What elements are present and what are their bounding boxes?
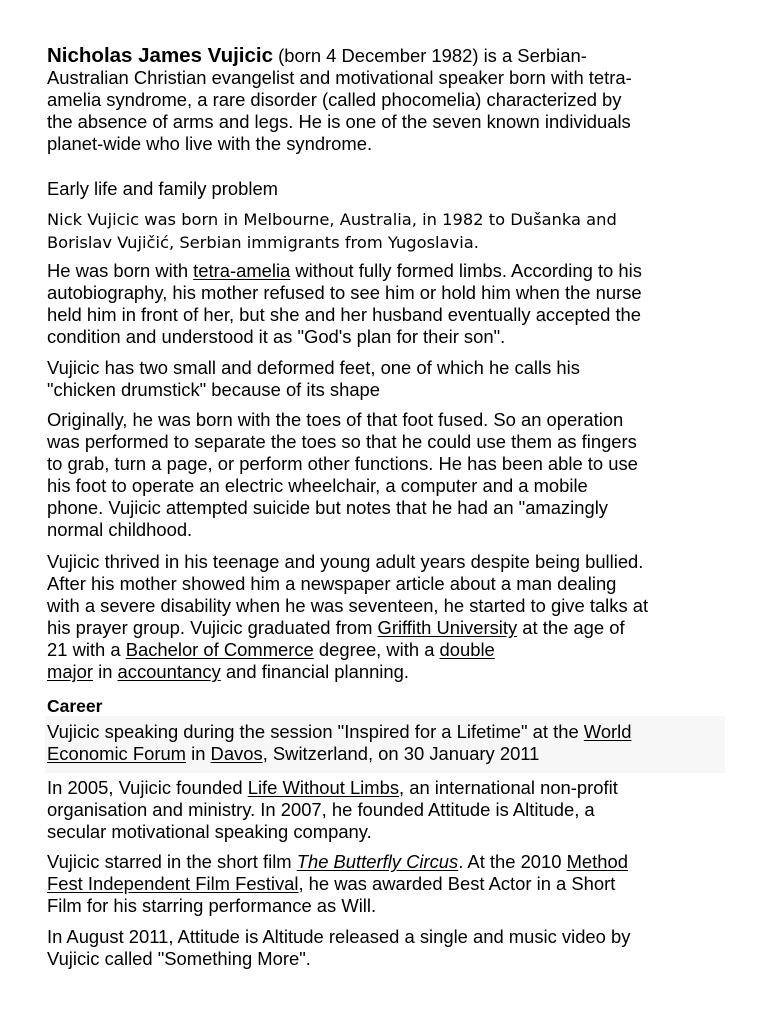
link-davos[interactable]: Davos	[210, 743, 263, 764]
intro-paragraph: Nicholas James Vujicic (born 4 December 1982) is a Serbian- Australian Christian evangelist and motivational speaker born with tetra- amelia syndrome, a rare disorder (called phocomelia) characterized by the absence of arms and legs. He is one of the seven known individuals planet-wide who live with the syndrome.	[47, 44, 632, 154]
link-world-economic-forum-part2[interactable]: Economic Forum	[47, 743, 186, 764]
feet-paragraph: Vujicic has two small and deformed feet, one of which he calls his "chicken drumstick" because of its shape	[47, 357, 580, 400]
link-double-major-part2[interactable]: major	[47, 661, 93, 682]
teenage-paragraph: Vujicic thrived in his teenage and young adult years despite being bullied. After his mother showed him a newspaper article about a man dealing with a severe disability when he was seventeen, he started to give talks at his prayer group. Vujicic graduated from Griffith University at the age of 21 with a Bachelor of Commerce degree, with a double major in accountancy and financial planning.	[47, 551, 649, 682]
image-caption: Vujicic speaking during the session "Inspired for a Lifetime" at the World Economic Forum in Davos, Switzerland, on 30 January 2011	[47, 721, 632, 764]
founding-paragraph: In 2005, Vujicic founded Life Without Limbs, an international non-profit organisation and ministry. In 2007, he founded Attitude is Altitude, a secular motivational speaking company.	[47, 777, 618, 842]
link-life-without-limbs[interactable]: Life Without Limbs	[247, 777, 400, 798]
link-accountancy[interactable]: accountancy	[117, 661, 221, 682]
birth-paragraph: Nick Vujicic was born in Melbourne, Australia, in 1982 to Dušanka and Borislav Vujičić, Serbian immigrants from Yugoslavia.	[47, 210, 617, 252]
link-world-economic-forum-part1[interactable]: World	[583, 721, 632, 742]
link-double-major-part1[interactable]: double	[439, 639, 495, 660]
link-butterfly-circus[interactable]: The Butterfly Circus	[296, 851, 459, 872]
career-heading: Career	[47, 696, 103, 716]
subject-name: Nicholas James Vujicic	[47, 44, 273, 67]
link-method-fest-part2[interactable]: Fest Independent Film Festival	[47, 873, 299, 894]
link-method-fest-part1[interactable]: Method	[566, 851, 628, 872]
link-tetra-amelia[interactable]: tetra-amelia	[193, 260, 291, 281]
condition-paragraph: He was born with tetra-amelia without fully formed limbs. According to his autobiography, his mother refused to see him or hold him when the nurse held him in front of her, but she and her husband eventually accepted the condition and understood it as "God's plan for their son".	[47, 260, 642, 347]
music-paragraph: In August 2011, Attitude is Altitude released a single and music video by Vujicic called "Something More".	[47, 926, 631, 969]
film-paragraph: Vujicic starred in the short film The Butterfly Circus. At the 2010 Method Fest Independent Film Festival, he was awarded Best Actor in a Short Film for his starring performance as Will.	[47, 851, 628, 916]
operation-paragraph: Originally, he was born with the toes of that foot fused. So an operation was performed to separate the toes so that he could use them as fingers to grab, turn a page, or perform other functions. He has been able to use his foot to operate an electric wheelchair, a computer and a mobile phone. Vujicic attempted suicide but notes that he had an "amazingly normal childhood.	[47, 409, 638, 540]
link-griffith-university[interactable]: Griffith University	[377, 617, 518, 638]
early-life-heading: Early life and family problem	[47, 178, 278, 199]
link-bachelor-of-commerce[interactable]: Bachelor of Commerce	[125, 639, 314, 660]
